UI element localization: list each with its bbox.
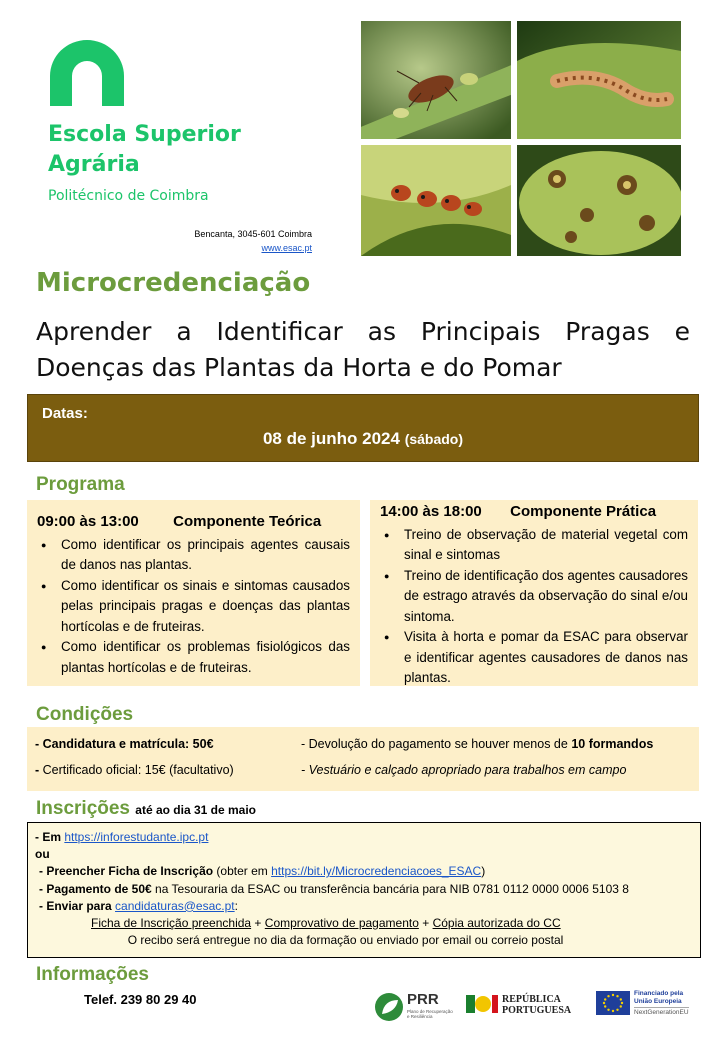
dates-value [28,429,698,449]
conditions-box [27,727,699,791]
weekday-text: (sábado) [404,431,464,447]
inscricoes-deadline: até ao dia 31 de maio [135,803,256,817]
school-name-line1: Escola Superior [48,122,241,147]
esac-logo-arch [50,40,124,106]
practice-title: Componente Prática [510,503,657,520]
list-item: ● Como identificar os principais agentes causais de danos nas plantas. [37,535,350,576]
registration-or: ou [35,847,50,862]
registration-online: - Em https://inforestudante.ipc.pt [35,830,209,844]
microcredential-kicker: Microcredenciação [36,268,311,298]
republica-portuguesa-logo: REPÚBLICA PORTUGUESA [466,992,590,1022]
leaf-spot-photo [517,145,681,256]
registration-form: - Preencher Ficha de Inscrição (obter em https://bit.ly/Microcredenciacoes_ESAC) [39,864,486,879]
list-item: ● Visita à horta e pomar da ESAC para observar e identificar agentes causadores de danos nas plantas. [380,627,688,689]
dates-label: Datas: [42,405,88,422]
caterpillar-photo [517,21,681,139]
practice-time: 14:00 às 18:00 [380,503,482,520]
list-item: ● Treino de observação de material vegetal com sinal e sintomas [380,525,688,566]
address-text: Bencanta, 3045-601 Coimbra [194,229,312,239]
eu-funding-logo: Financiado pela União Europeia NextGenerationEU [596,988,692,1022]
registration-payment: - Pagamento de 50€ na Tesouraria da ESAC ou transferência bancária para NIB 0781 0112 0000 0006 5103 8 [39,881,629,896]
condicoes-heading: Condições [36,704,134,725]
dates-banner [27,394,699,462]
theory-list [37,535,350,679]
phone-number: Telef. 239 80 29 40 [84,992,197,1007]
condition-refund: - Devolução do pagamento se houver menos de 10 formandos [301,737,654,751]
list-item: ● Como identificar os problemas fisiológicos das plantas hortícolas e de fruteiras. [37,637,350,678]
aphid-photo [361,21,511,139]
date-text: 08 de junho 2024 [262,429,400,448]
address-block [180,227,312,255]
registration-box [27,822,701,958]
registration-send: - Enviar para candidaturas@esac.pt: [39,898,238,913]
inforestudante-link[interactable]: https://inforestudante.ipc.pt [64,830,209,844]
school-name [48,120,241,180]
condition-certificate: - Certificado oficial: 15€ (facultativo) [35,763,234,777]
school-subtitle: Politécnico de Coimbra [48,188,209,204]
school-name-line2: Agrária [48,152,140,177]
condition-refund-min: 10 formandos [571,737,654,751]
form-download-link[interactable]: https://bit.ly/Microcredenciacoes_ESAC [271,864,482,879]
theory-time: 09:00 às 13:00 [37,513,139,530]
practice-header [380,502,688,523]
course-title-line2: Doenças das Plantas da Horta e do Pomar [36,353,562,382]
theory-title: Componente Teórica [173,513,322,530]
inscricoes-heading: Inscrições até ao dia 31 de maio [36,798,256,819]
email-link[interactable]: candidaturas@esac.pt [115,898,235,913]
programa-heading: Programa [36,474,125,495]
website-link[interactable]: www.esac.pt [261,243,312,253]
prr-leaf-icon [374,992,404,1022]
theory-header [37,512,350,533]
prr-logo: PRR Plano de Recuperação e Resiliência [374,990,458,1024]
practice-list [380,525,688,689]
informacoes-heading: Informações [36,964,149,985]
theory-box [27,500,360,686]
portugal-flag-icon [466,995,498,1015]
eu-flag-icon [596,991,630,1015]
registration-documents: Ficha de Inscrição preenchida + Comprovativo de pagamento + Cópia autorizada do CC [91,916,561,931]
condition-fee: - Candidatura e matrícula: 50€ [35,737,214,751]
course-title [36,314,690,386]
course-title-line1: Aprender a Identificar as Principais Pragas e [36,317,690,346]
registration-receipt-note: O recibo será entregue no dia da formação ou enviado por email ou correio postal [127,933,564,948]
condition-clothing: - Vestuário e calçado apropriado para trabalhos em campo [301,763,627,777]
condition-fee-label: Candidatura e matrícula [42,737,186,751]
list-item: ● Treino de identificação dos agentes causadores de estrago através da observação do sinal e/ou sintoma. [380,566,688,628]
practice-box [370,500,698,686]
beetle-larvae-photo [361,145,511,256]
list-item: ● Como identificar os sinais e sintomas causados pelas principais pragas e doenças das plantas hortícolas e de fruteiras. [37,576,350,638]
